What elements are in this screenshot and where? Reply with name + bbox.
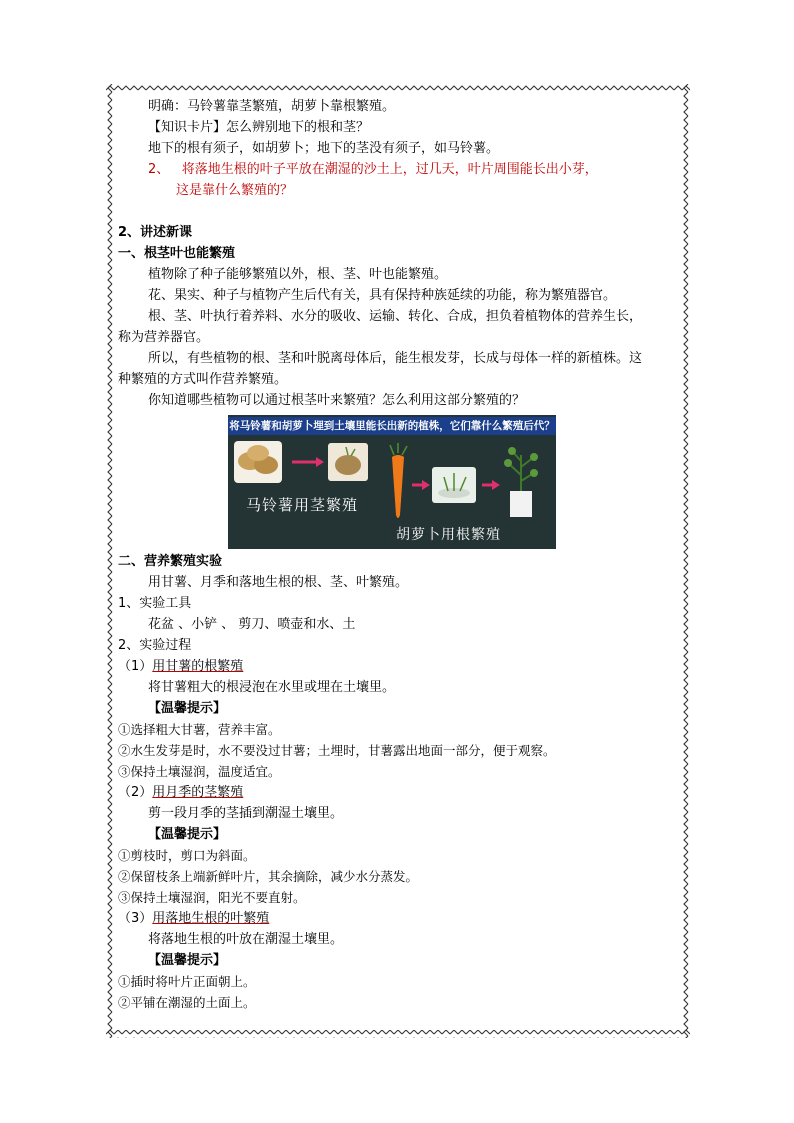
para-1: 植物除了种子能够繁殖以外，根、茎、叶也能繁殖。 [148, 267, 448, 282]
sprouting-potato-icon [335, 455, 361, 475]
step-3-heading [118, 908, 678, 929]
carrot-icon [392, 455, 404, 518]
potato-icon [247, 445, 269, 461]
step-title: 用月季的茎繁殖 [152, 785, 244, 800]
intro-line-3: 地下的根有须子，如胡萝卜；地下的茎没有须子，如马铃薯。 [148, 141, 500, 156]
arrow-head-icon [492, 480, 500, 490]
tools-list: 花盆 、小铲 、 剪刀、喷壶和水、土 [148, 617, 356, 632]
arrow-head-icon [316, 457, 324, 467]
question-2 [118, 159, 678, 180]
para-4b: 种繁殖的方式叫作营养繁殖。 [118, 372, 288, 387]
step-number: （1） [118, 659, 153, 674]
step-2-desc: 剪一段月季的茎插到潮湿土壤里。 [148, 806, 344, 821]
arrow-head-icon [422, 480, 430, 490]
document-body [118, 96, 678, 1013]
tip-heading: 【温馨提示】 [148, 701, 227, 716]
step-title: 用甘薯的根繁殖 [152, 659, 244, 674]
tip-heading: 【温馨提示】 [148, 953, 227, 968]
para-4a: 所以，有些植物的根、茎和叶脱离母体后，能生根发芽，长成与母体一样的新植株。这 [148, 351, 643, 366]
tip-item: ②平铺在潮湿的土面上。 [118, 995, 256, 1010]
tip-item: ③保持土壤湿润，温度适宜。 [118, 764, 281, 779]
knowledge-card: 【知识卡片】怎么辨别地下的根和茎？ [148, 120, 370, 135]
step-title: 用落地生根的叶繁殖 [152, 911, 270, 926]
intro-line-1: 明确：马铃薯靠茎繁殖，胡萝卜靠根繁殖。 [148, 99, 396, 114]
tip-item: ①插时将叶片正面朝上。 [118, 974, 256, 989]
carrot-leaves-icon [390, 443, 407, 455]
figure-title: 将马铃薯和胡萝卜埋到土壤里能长出新的植株，它们靠什么繁殖后代？ [228, 417, 556, 435]
propagation-figure [228, 415, 556, 549]
subsection-2: 二、营养繁殖实验 [118, 554, 223, 569]
section-heading: 2、讲述新课 [118, 225, 193, 240]
tools-heading: 1、实验工具 [118, 596, 192, 611]
figure-caption-potato: 马铃薯用茎繁殖 [246, 496, 359, 514]
step-number: （2） [118, 785, 153, 800]
step-1-desc: 将甘薯粗大的根浸泡在水里或埋在土壤里。 [148, 680, 396, 695]
step-3-desc: 将落地生根的叶放在潮湿土壤里。 [148, 932, 344, 947]
tip-item: ①选择粗大甘薯，营养丰富。 [118, 722, 281, 737]
step-1-heading [118, 656, 678, 677]
exp-intro: 用甘薯、月季和落地生根的根、茎、叶繁殖。 [148, 575, 409, 590]
para-3a: 根、茎、叶执行着养料、水分的吸收、运输、转化、合成，担负着植物体的营养生长， [148, 309, 643, 324]
question-number: 2、 [148, 162, 170, 177]
tip-item: ③保持土壤湿润，阳光不要直射。 [118, 890, 306, 905]
pot-icon [510, 491, 532, 517]
figure-caption-carrot: 胡萝卜用根繁殖 [396, 527, 501, 543]
step-2-heading [118, 782, 678, 803]
para-5: 你知道哪些植物可以通过根茎叶来繁殖？怎么利用这部分繁殖的？ [148, 393, 526, 408]
para-2: 花、果实、种子与植物产生后代有关，具有保持种族延续的功能，称为繁殖器官。 [148, 288, 617, 303]
question-text: 将落地生根的叶子平放在潮湿的沙土上，过几天，叶片周围能长出小芽， [181, 162, 598, 177]
subsection-1: 一、根茎叶也能繁殖 [118, 246, 236, 261]
figure-illustration [228, 415, 556, 549]
process-heading: 2、实验过程 [118, 638, 192, 653]
para-3b: 称为营养器官。 [118, 330, 210, 345]
tip-item: ②保留枝条上端新鲜叶片，其余摘除，减少水分蒸发。 [118, 869, 419, 884]
step-number: （3） [118, 911, 153, 926]
question-2-cont: 这是靠什么繁殖的？ [176, 183, 294, 198]
tip-item: ①剪枝时，剪口为斜面。 [118, 848, 256, 863]
tip-heading: 【温馨提示】 [148, 827, 227, 842]
tip-item: ②水生发芽是时，水不要没过甘薯；土埋时，甘薯露出地面一部分，便于观察。 [118, 743, 556, 758]
